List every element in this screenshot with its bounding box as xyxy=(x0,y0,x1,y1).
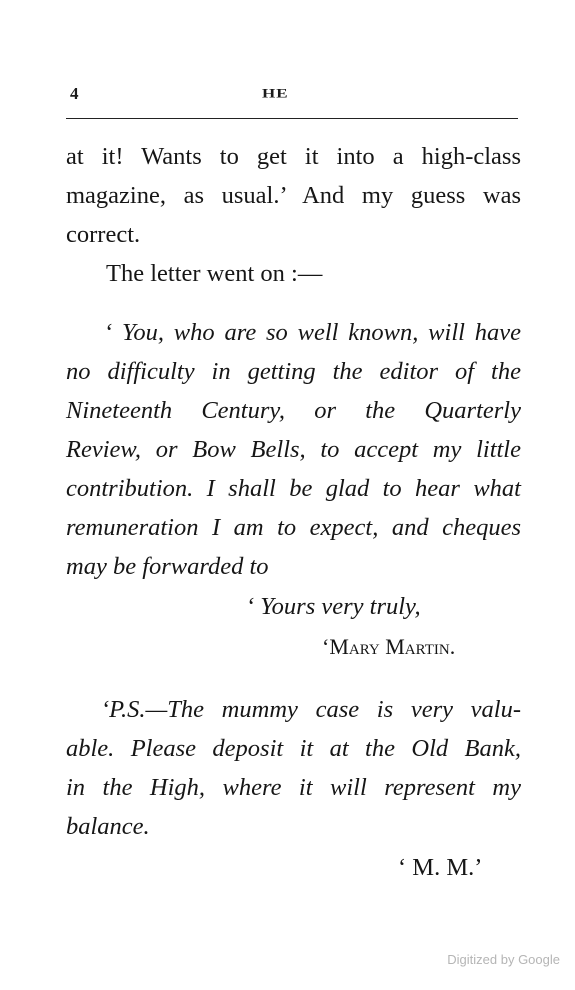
letter-line: may be forwarded to xyxy=(66,553,269,580)
postscript-line: ‘P.S.—The mummy case is very valu- xyxy=(101,696,521,723)
postscript-signature: ‘ M. M.’ xyxy=(398,854,483,881)
postscript-line: balance. xyxy=(66,813,150,840)
header-rule xyxy=(66,118,518,119)
letter-line: Nineteenth Century, or the Quarterly xyxy=(66,397,521,424)
letter-line: no difficulty in getting the editor of the xyxy=(66,358,521,385)
running-head: HE xyxy=(262,86,289,101)
text-line: magazine, as usual.’ And my guess was xyxy=(66,182,521,209)
postscript-line: in the High, where it will represent my xyxy=(66,774,521,801)
page-number: 4 xyxy=(70,84,79,103)
postscript-line: able. Please deposit it at the Old Bank, xyxy=(66,735,521,762)
letter-line: remuneration I am to expect, and cheques xyxy=(66,514,521,541)
text-line: at it! Wants to get it into a high-class xyxy=(66,143,521,170)
letter-line: contribution. I shall be glad to hear what xyxy=(66,475,521,502)
text-line: The letter went on :— xyxy=(106,260,323,287)
text-line: correct. xyxy=(66,221,141,248)
letter-signature: ‘Mary Martin. xyxy=(322,634,456,659)
letter-line: Review, or Bow Bells, to accept my little xyxy=(66,436,521,463)
digitized-watermark: Digitized by Google xyxy=(447,952,560,967)
letter-closing: ‘ Yours very truly, xyxy=(246,593,421,620)
letter-line: ‘ You, who are so well known, will have xyxy=(104,319,521,346)
